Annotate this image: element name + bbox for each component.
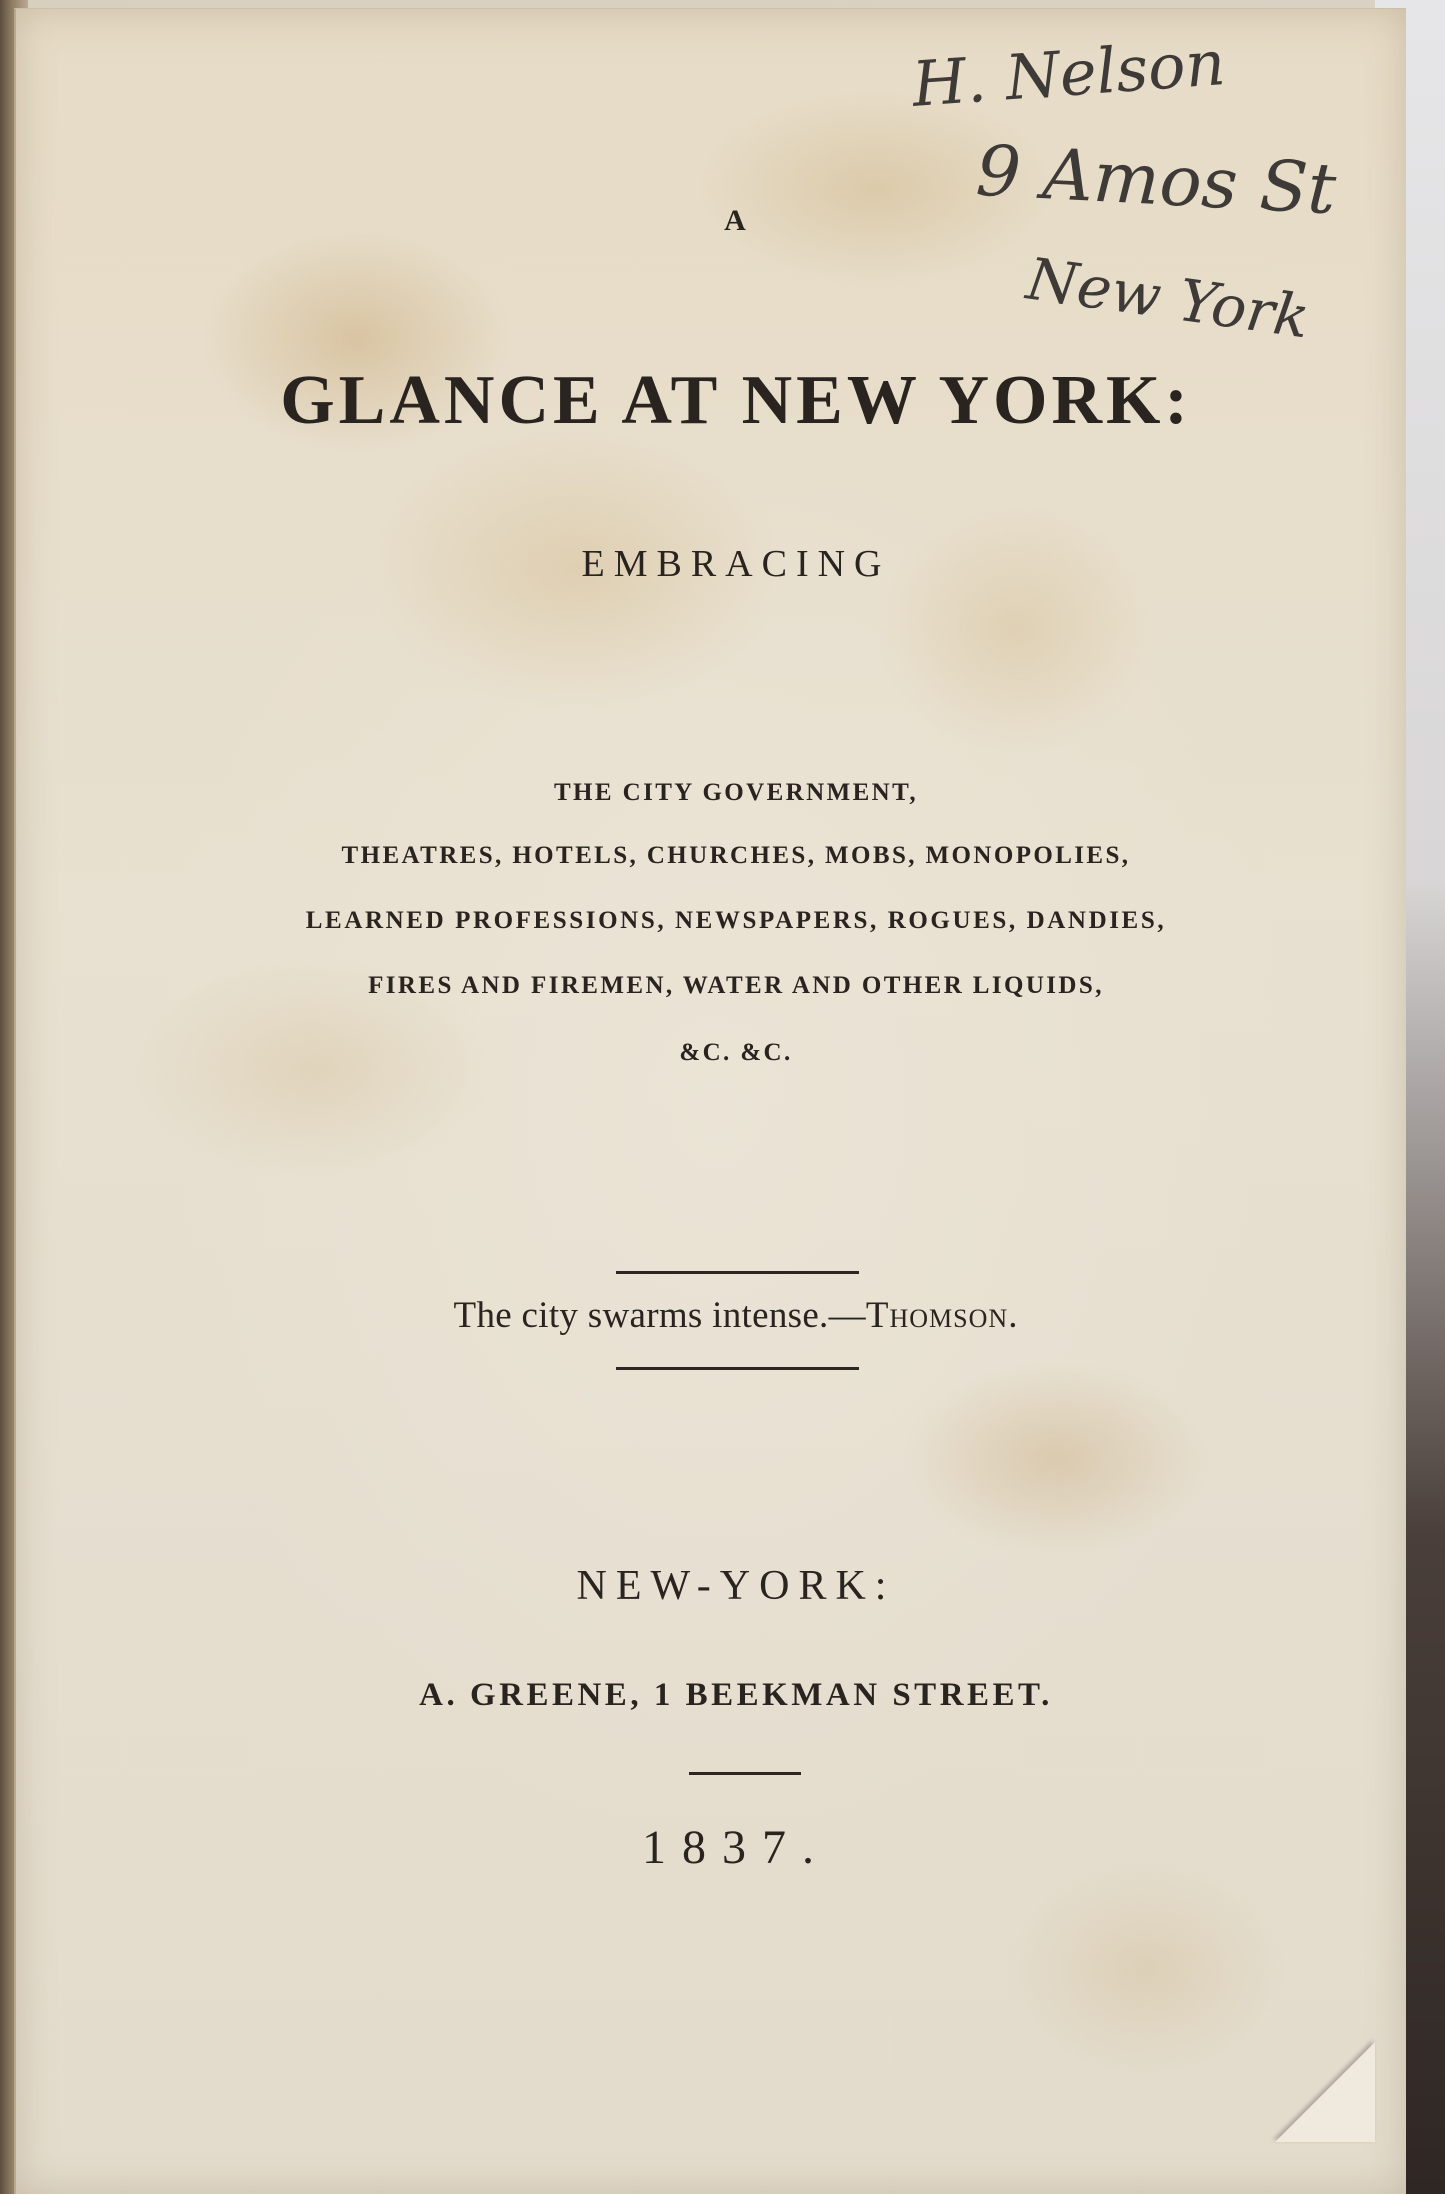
motto [16,1294,1445,1337]
contents-line-4: FIRES AND FIREMEN, WATER AND OTHER LIQUIDS, [368,972,1104,999]
imprint-rule [689,1772,801,1775]
contents-line-5: &C. &C. [679,1039,793,1066]
contents-line-2: THEATRES, HOTELS, CHURCHES, MOBS, MONOPOLIES, [341,842,1131,869]
title-page [14,8,1406,2194]
imprint-publisher: A. GREENE, 1 BEEKMAN STREET. [419,1677,1053,1713]
embracing-label: EMBRACING [581,543,891,585]
book-title: GLANCE AT NEW YORK: [280,362,1192,439]
motto-text: The city swarms intense.— [453,1295,866,1336]
imprint-place: NEW-YORK: [576,1563,896,1609]
motto-rule-top [616,1271,859,1274]
handwritten-name: H. Nelson [909,26,1228,121]
handwritten-street: 9 Amos St [974,129,1339,231]
title-page-text [16,9,1406,2194]
contents-line-3: LEARNED PROFESSIONS, NEWSPAPERS, ROGUES, DANDIES, [305,907,1167,934]
folded-corner [1275,2042,1375,2142]
contents-line-1: THE CITY GOVERNMENT, [553,779,918,806]
title-article: A [724,204,748,237]
handwritten-city: New York [1022,244,1314,352]
imprint-year: 1837. [642,1821,830,1874]
motto-author: Thomson. [865,1295,1019,1336]
motto-rule-bottom [616,1367,859,1370]
